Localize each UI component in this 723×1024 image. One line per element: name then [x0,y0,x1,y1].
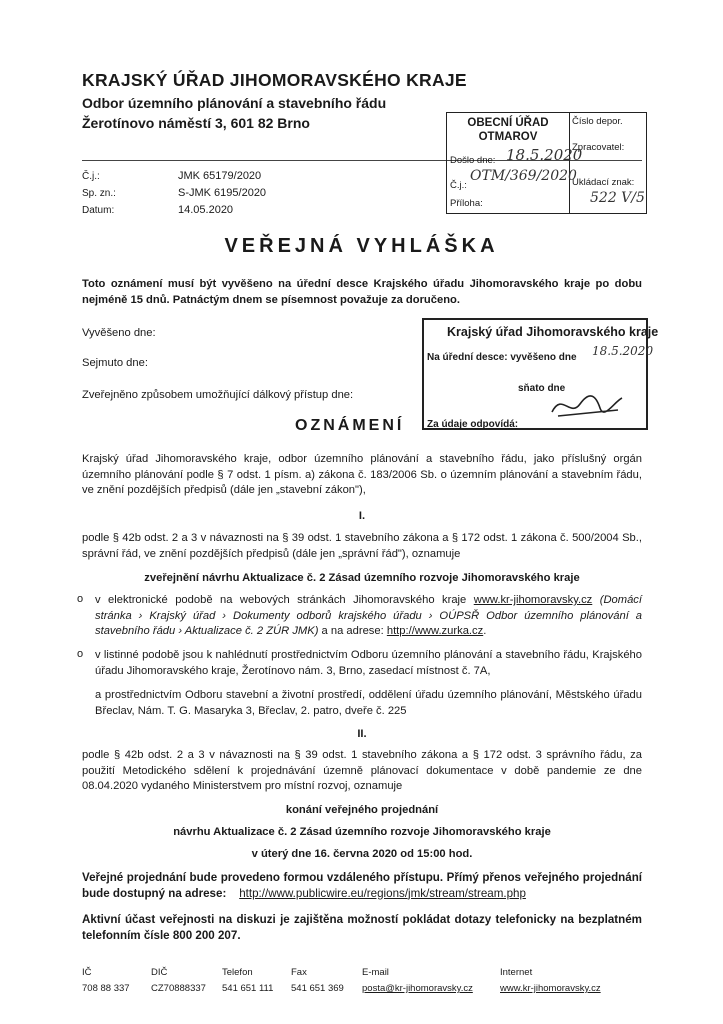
spzn-label: Sp. zn.: [82,188,116,199]
bullet-1 [95,593,642,640]
stamp-storage-label: Ukládací znak: [572,177,635,188]
bullet-1-end: . [483,625,487,637]
section-2-number: II. [357,728,367,740]
stamp-received-handwriting: 18.5.2020 [506,146,583,164]
stamp-title-2: OTMAROV [478,131,538,143]
stamp-received-label: Došlo dne: [450,155,496,166]
removed-label: Sejmuto dne: [82,357,148,369]
section-2-text: podle § 42b odst. 2 a 3 v návaznosti na § 39 odst. 1 stavebního zákona a § 172 odst. 3 správního řádu, za použití Metodického sdělení k projednávání územně plánovací dokumentace v době pandemie ze dne 08.04.2020 vydaného Ministerstvem pro místní rozvoj, oznamuje [82,749,642,792]
footer-ic: 708 88 337 [82,983,130,994]
board-stamp-confirm: Za údaje odpovídá: [427,419,519,430]
phone-info: Aktivní účast veřejnosti na diskuzi je zajištěna možností pokládat dotazy telefonicky na bezplatném telefonním čísle 800 200 207. [82,913,642,942]
section-1-number: I. [358,510,366,522]
section-1-text: podle § 42b odst. 2 a 3 v návaznosti na § 39 odst. 1 stavebního zákona a § 172 odst. 1 zákona č. 500/2004 Sb., správní řád, ve znění pozdějších předpisů (dále jen „správní řád"), oznamuje [82,532,642,560]
stamp-attachment-label: Příloha: [450,198,483,209]
footer-tel-label: Telefon [222,967,253,978]
footer-ic-label: IČ [82,967,92,978]
bullet-2-continued: a prostřednictvím Odboru stavební a životní prostředí, oddělení úřadu územního plánování, Městského úřadu Břeclav, Nám. T. G. Masaryka 3, Břeclav, 2. patro, dveře č. 225 [95,689,642,717]
signature-mark [548,388,626,420]
footer-email[interactable]: posta@kr-jihomoravsky.cz [362,983,473,994]
bullet-1-text: v elektronické podobě na webových stránkách Jihomoravského kraje [95,594,474,606]
date-label: Datum: [82,205,115,216]
intro-paragraph: Krajský úřad Jihomoravského kraje, odbor územního plánování a stavebního řádu, jako příslušný orgán územního plánování podle § 7 odst. 1 písm. a) zákona č. 183/2006 Sb. o územním plánování a stavebním řádu, ve znění pozdějších předpisů (dále jen „stavební zákon"), [82,453,642,496]
bullet-1-text-b: a na adrese: [318,625,387,637]
spzn-value: S-JMK 6195/2020 [178,187,267,199]
stamp-storage-handwriting: 522 V/5 [590,190,645,206]
stamp-depot-label: Číslo depor. [572,116,623,127]
posted-label: Vyvěšeno dne: [82,327,156,339]
board-stamp-posted: Na úřední desce: vyvěšeno dne [427,352,577,363]
bullet-1-path: (Domácí stránka › Krajský úřad › Dokumenty odborů krajského úřadu › OÚPSŘ Odbor územního plánování a stavebního řádu › Aktualizace č. 2 ZÚR JMK) [95,594,642,637]
footer-web-label: Internet [500,967,533,978]
board-stamp-posted-handwriting: 18.5.2020 [592,344,654,358]
oznameni-title: OZNÁMENÍ [295,417,405,434]
bullet-icon: o [77,593,84,605]
section-2-headline-1: konání veřejného projednání [285,804,439,816]
section-2-headline-3: v úterý dne 16. června 2020 od 15:00 hod. [251,848,473,860]
bullet-2: v listinné podobě jsou k nahlédnutí prostřednictvím Odboru územního plánování a stavebního řádu, Krajského úřadu Jihomoravského kraje, Žerotínovo nám. 3, Brno, zasedací místnost č. 7A, [95,649,642,677]
stream-link[interactable]: http://www.publicwire.eu/regions/jmk/stream/stream.php [239,886,526,900]
footer-fax-label: Fax [291,967,307,978]
stamp-cj-label: Č.j.: [450,180,467,191]
document-title: VEŘEJNÁ VYHLÁŠKA [224,235,499,257]
kr-link[interactable]: www.kr-jihomoravsky.cz [473,594,593,606]
date-value: 14.05.2020 [178,204,234,216]
cj-label: Č.j.: [82,171,100,182]
notice-text: Toto oznámení musí být vyvěšeno na úřední desce Krajského úřadu Jihomoravského kraje po dobu nejméně 15 dnů. Patnáctým dnem se písemnost považuje za doručeno. [82,278,642,306]
stamp-cj-handwriting: OTM/369/2020 [470,168,577,184]
footer-email-label: E-mail [362,967,389,978]
zurka-link[interactable]: http://www.zurka.cz [386,625,484,637]
department-name: Odbor územního plánování a stavebního řádu [82,95,387,111]
footer-dic-label: DIČ [151,967,168,978]
stamp-processor-label: Zpracovatel: [572,142,625,153]
remote-label: Zveřejněno způsobem umožňující dálkový přístup dne: [82,389,354,401]
footer-tel: 541 651 111 [222,983,274,994]
bullet-icon: o [77,648,84,660]
footer-web[interactable]: www.kr-jihomoravsky.cz [500,983,601,994]
section-2-headline-2: návrhu Aktualizace č. 2 Zásad územního rozvoje Jihomoravského kraje [173,826,551,838]
office-name: KRAJSKÝ ÚŘAD JIHOMORAVSKÉHO KRAJE [82,70,467,90]
cj-value: JMK 65179/2020 [178,170,262,182]
footer-dic: CZ70888337 [151,983,206,994]
board-stamp-title: Krajský úřad Jihomoravského kraje [447,325,659,339]
remote-info-text: Veřejné projednání bude provedeno formou vzdáleného přístupu. Přímý přenos veřejného projednání bude dostupný na adrese: [82,871,642,900]
office-address: Žerotínovo náměstí 3, 601 82 Brno [82,115,310,131]
stamp-title-1: OBECNÍ ÚŘAD [467,117,549,129]
remote-info [82,870,642,901]
footer-fax: 541 651 369 [291,983,344,994]
section-1-headline: zveřejnění návrhu Aktualizace č. 2 Zásad územního rozvoje Jihomoravského kraje [144,572,580,584]
board-stamp-removed: sňato dne [518,383,566,394]
